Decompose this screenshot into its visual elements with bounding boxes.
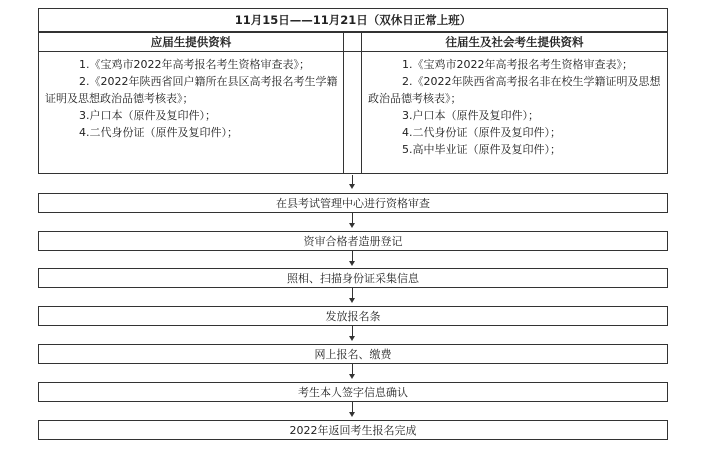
list-item: 2.《2022年陕西省回户籍所在县区高考报名考生学籍证明及思想政治品德考核表》； (45, 75, 338, 105)
list-item: 4.二代身份证（原件及复印件）； (402, 126, 561, 139)
step-registration-list: 资审合格者造册登记 (38, 231, 668, 251)
column-divider-body (343, 51, 362, 174)
repeat-and-social-materials-list (361, 51, 668, 174)
fresh-graduate-materials-list (38, 51, 344, 174)
step-qualification-review: 在县考试管理中心进行资格审查 (38, 193, 668, 213)
step-online-registration-payment: 网上报名、缴费 (38, 344, 668, 364)
step-registration-complete: 2022年返回考生报名完成 (38, 420, 668, 440)
column-divider-top (343, 32, 362, 52)
list-item: 1.《宝鸡市2022年高考报名考生资格审查表》； (79, 58, 310, 71)
repeat-and-social-materials-title: 往届生及社会考生提供资料 (361, 32, 668, 52)
step-signature-confirmation: 考生本人签字信息确认 (38, 382, 668, 402)
list-item: 3.户口本（原件及复印件）； (402, 109, 539, 122)
list-item: 2.《2022年陕西省高考报名非在校生学籍证明及思想政治品德考核表》； (368, 75, 661, 105)
list-item: 5.高中毕业证（原件及复印件）； (402, 143, 561, 156)
list-item: 3.户口本（原件及复印件）； (79, 109, 216, 122)
list-item: 1.《宝鸡市2022年高考报名考生资格审查表》； (402, 58, 633, 71)
step-issue-slip: 发放报名条 (38, 306, 668, 326)
list-item: 4.二代身份证（原件及复印件）； (79, 126, 238, 139)
step-photo-id-scan: 照相、扫描身份证采集信息 (38, 268, 668, 288)
fresh-graduate-materials-title: 应届生提供资料 (38, 32, 344, 52)
header-date-range: 11月15日——11月21日（双休日正常上班） (38, 8, 668, 32)
